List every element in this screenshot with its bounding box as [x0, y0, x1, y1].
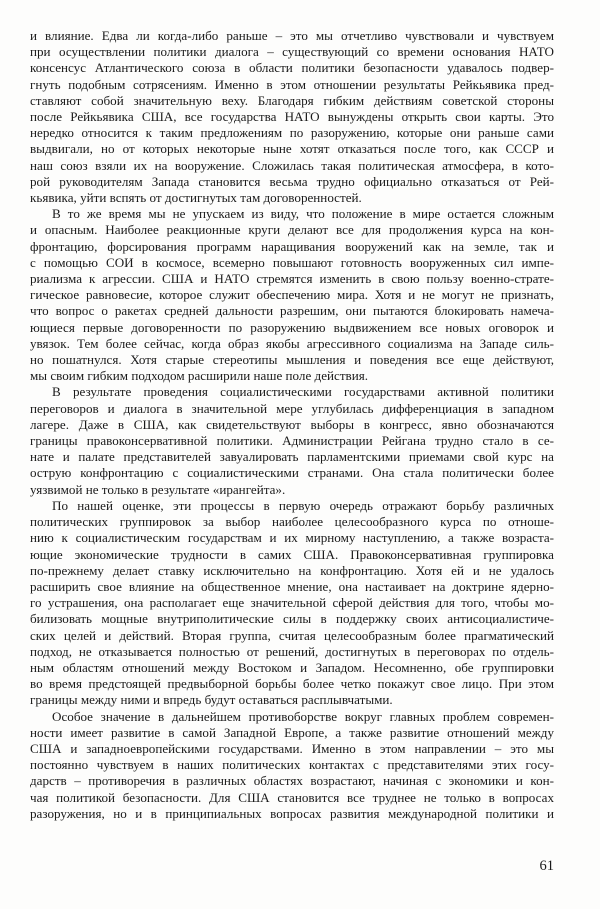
text-line: дарств – противоречия в различных областях возрастают, начиная с экономики и кон- [30, 773, 554, 789]
text-line: В то же время мы не упускаем из виду, что положение в мире остается сложным [52, 206, 554, 222]
text-line: с помощью СОИ в космосе, всемерно повышают готовность вооруженных сил импе- [30, 254, 554, 270]
text-line: при осуществлении политики диалога – существующий со времени основания НАТО [30, 44, 554, 60]
text-line: фронтацию, форсирования программ наращивания вооружений как на земле, так и [30, 238, 554, 254]
text-line: границы правоконсервативной политики. Администрации Рейгана трудно стало в се- [30, 433, 554, 449]
text-line: и опасным. Наиболее реакционные круги делают все для продолжения курса на кон- [30, 222, 554, 238]
text-line: острую конфронтацию с социалистическими странами. Она стала политически более [30, 465, 554, 481]
text-line: выдвигали, но от которых некоторые ныне хотят отказаться после того, как СССР и [30, 141, 554, 157]
text-line: США и западноевропейскими государствами. Именно в этом направлении – это мы [30, 740, 554, 756]
text-line: границы между ними и впредь будут оставаться расплывчатыми. [30, 692, 393, 708]
text-line: постоянно чувствуем в наших политических контактах с представителями этих госу- [30, 757, 554, 773]
paragraph-3 [30, 384, 554, 497]
text-line: наш союз взяли их на вооружение. Сложилась такая политическая атмосфера, в кото- [30, 157, 554, 173]
text-line: переговоров и диалога в значительной мере углубилась дифференциация в западном [30, 400, 554, 416]
text-line: ности имеет развитие в самой Западной Европе, а также развитие отношений между [30, 724, 554, 740]
text-line: ских целей и действий. Вторая группа, считая целесообразным более прагматический [30, 627, 554, 643]
text-line: по-прежнему делает ставку исключительно на конфронтацию. Хотя ей и не удалось [30, 562, 554, 578]
text-line: подход, не отказывается полностью от решений, достигнутых в переговорах по отдель- [30, 643, 554, 659]
text-line: уязвимой не только в результате «ирангейта». [30, 481, 286, 497]
text-line: нате и палате представителей завуалировать парламентскими приемами свой курс на [30, 449, 554, 465]
text-line: мы своим гибким подходом расширили наше поле действия. [30, 368, 369, 384]
text-line: но пошатнулся. Хотя старые стереотипы мышления и поведения все еще действуют, [30, 352, 554, 368]
body-text [30, 28, 554, 822]
text-line: Особое значение в дальнейшем противоборстве вокруг главных проблем современ- [52, 708, 554, 724]
text-line: во время предстоящей предвыборной борьбы более четко покажут свое лицо. При этом [30, 676, 554, 692]
text-line: В результате проведения социалистическими государствами активной политики [52, 384, 554, 400]
text-line: политических группировок за выбор наиболее целесообразного курса по отноше- [30, 514, 554, 530]
paragraph-2 [30, 206, 554, 384]
paragraph-1 [30, 28, 554, 206]
text-line: кьявика, уйти вспять от достигнутых там договоренностей. [30, 190, 362, 206]
text-line: лагере. Даже в США, как свидетельствуют выборы в конгресс, явно обозначаются [30, 416, 554, 432]
text-line: рой руководителям Запада становится весьма трудно официально отказаться от Рей- [30, 173, 554, 189]
page-number: 61 [539, 858, 554, 874]
text-line: билизовать мощные внутриполитические силы в поддержку своих антисоциалистиче- [30, 611, 554, 627]
text-line: По нашей оценке, эти процессы в первую очередь отражают борьбу различных [52, 497, 554, 513]
text-line: расширить свое влияние на общественное мнение, она настаивает на доктрине ядерно- [30, 578, 554, 594]
text-line: что вопрос о ракетах средней дальности разрешим, они пытаются блокировать намеча- [30, 303, 554, 319]
text-line: ющиеся первые договоренности по разоружению выдвижением все новых оговорок и [30, 319, 554, 335]
paragraph-5 [30, 709, 554, 822]
text-line: го устрашения, она располагает еще значительной сферой действия для того, чтобы мо- [30, 595, 554, 611]
text-line: и влияние. Едва ли когда-либо раньше – это мы отчетливо чувствовали и чувствуем [30, 28, 554, 43]
text-line: гнуть подобным сотрясениям. Именно в этом отношении результаты Рейкьявика пред- [30, 76, 554, 92]
text-line: увязок. Тем более сейчас, когда образ якобы агрессивного социализма на Западе силь- [30, 335, 554, 351]
text-line: ющие экономические трудности в самих США. Правоконсервативная группировка [30, 546, 554, 562]
text-line: нередко относится к таким предложениям по разоружению, которые они раньше сами [30, 125, 554, 141]
text-line: чая политикой безопасности. Для США становится все труднее не только в вопросах [30, 789, 554, 805]
text-line: гическое равновесие, которое служит обеспечению мира. Хотя и не могут не признать, [30, 287, 554, 303]
text-line: консенсус Атлантического союза в области политики безопасности удавалось подвер- [30, 60, 554, 76]
text-line: нию к социалистическим государствам и их мирному наступлению, а также возраста- [30, 530, 554, 546]
text-line: ставляют собой значительную веху. Благодаря гибким действиям советской стороны [30, 92, 554, 108]
text-line: разоружения, но и в принципиальных вопросах развития международной политики и [30, 805, 554, 821]
text-line: ным областям отношений между Востоком и Западом. Несомненно, обе группировки [30, 659, 554, 675]
text-line: после Рейкьявика США, все государства НАТО вынуждены открыть свои карты. Это [30, 109, 554, 125]
text-line: риализма к агрессии. США и НАТО стремятся изменить в свою пользу военно-страте- [30, 271, 554, 287]
paragraph-4 [30, 498, 554, 709]
